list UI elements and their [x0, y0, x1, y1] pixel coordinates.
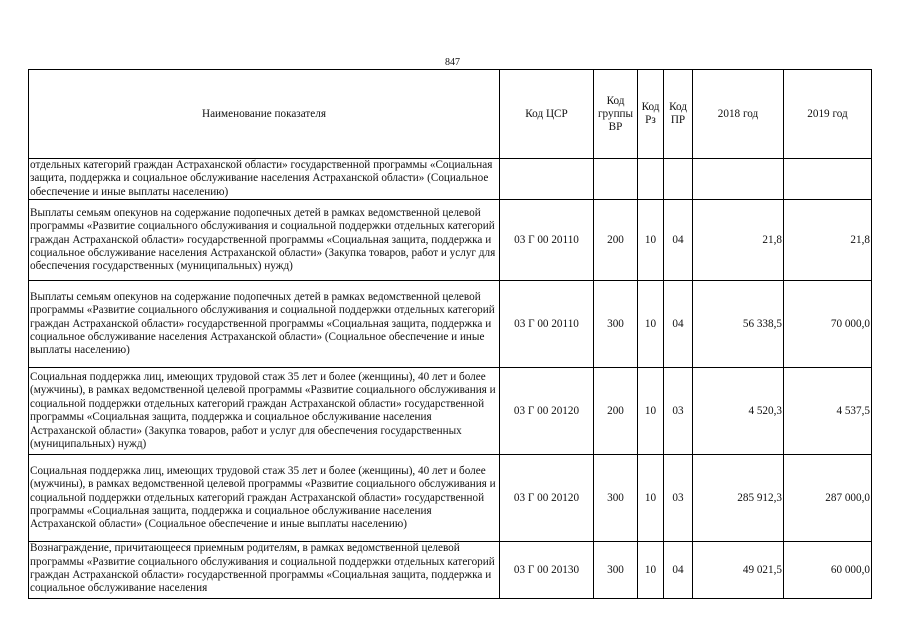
row-csr: 03 Г 00 20110 — [500, 200, 594, 281]
row-pr: 03 — [664, 455, 693, 542]
row-csr: 03 Г 00 20120 — [500, 455, 594, 542]
row-rz: 10 — [638, 455, 664, 542]
row-rz: 10 — [638, 368, 664, 455]
row-name: Выплаты семьям опекунов на содержание подопечных детей в рамках ведомственной целевой программы «Развитие социального обслуживания и социальной поддержки отдельных категорий граждан Астраханской области» государственной программы «Социальная защита, поддержка и социальное обслуживание населения Астраханской области» (Закупка товаров, работ и услуг для обеспечения государственных (муниципальных) нужд) — [29, 200, 500, 281]
row-2019: 4 537,5 — [784, 368, 872, 455]
row-name: Выплаты семьям опекунов на содержание подопечных детей в рамках ведомственной целевой программы «Развитие социального обслуживания и социальной поддержки отдельных категорий граждан Астраханской области» государственной программы «Социальная защита, поддержка и социальное обслуживание населения Астраханской области» (Социальное обеспечение и иные выплаты населению) — [29, 281, 500, 368]
row-vr: 300 — [594, 455, 638, 542]
row-pr: 04 — [664, 200, 693, 281]
row-2019: 60 000,0 — [784, 542, 872, 599]
row-2018: 49 021,5 — [693, 542, 784, 599]
table-row — [29, 281, 872, 368]
row-csr — [500, 159, 594, 200]
header-2018: 2018 год — [693, 70, 784, 159]
row-2018 — [693, 159, 784, 200]
row-2018: 56 338,5 — [693, 281, 784, 368]
row-2018: 285 912,3 — [693, 455, 784, 542]
table-row — [29, 455, 872, 542]
row-vr: 300 — [594, 281, 638, 368]
row-csr: 03 Г 00 20130 — [500, 542, 594, 599]
row-vr: 200 — [594, 368, 638, 455]
table-row — [29, 368, 872, 455]
header-vr: Код группы ВР — [594, 70, 638, 159]
row-rz: 10 — [638, 542, 664, 599]
row-csr: 03 Г 00 20110 — [500, 281, 594, 368]
row-2019 — [784, 159, 872, 200]
row-name: Социальная поддержка лиц, имеющих трудовой стаж 35 лет и более (женщины), 40 лет и более (мужчины), в рамках ведомственной целевой программы «Развитие социального обслуживания и социальной поддержки отдельных категорий граждан Астраханской области» государственной программы «Социальная защита, поддержка и социальное обслуживание населения Астраханской области» (Закупка товаров, работ и услуг для обеспечения государственных (муниципальных) нужд) — [29, 368, 500, 455]
row-pr: 03 — [664, 368, 693, 455]
row-2018: 21,8 — [693, 200, 784, 281]
row-vr: 300 — [594, 542, 638, 599]
header-csr: Код ЦСР — [500, 70, 594, 159]
row-vr — [594, 159, 638, 200]
header-2019: 2019 год — [784, 70, 872, 159]
row-csr: 03 Г 00 20120 — [500, 368, 594, 455]
row-rz: 10 — [638, 200, 664, 281]
header-rz: Код Рз — [638, 70, 664, 159]
row-pr: 04 — [664, 542, 693, 599]
row-name: Социальная поддержка лиц, имеющих трудовой стаж 35 лет и более (женщины), 40 лет и более (мужчины), в рамках ведомственной целевой программы «Развитие социального обслуживания и социальной поддержки отдельных категорий граждан Астраханской области» государственной программы «Социальная защита, поддержка и социальное обслуживание населения Астраханской области» (Социальное обеспечение и иные выплаты населению) — [29, 455, 500, 542]
row-name: отдельных категорий граждан Астраханской области» государственной программы «Социальная защита, поддержка и социальное обслуживание населения Астраханской области» (Социальное обеспечение и иные выплаты населению) — [29, 159, 500, 200]
row-name: Вознаграждение, причитающееся приемным родителям, в рамках ведомственной целевой программы «Развитие социального обслуживания и социальной поддержки отдельных категорий граждан Астраханской области» государственной программы «Социальная защита, поддержка и социальное обслуживание населения — [29, 542, 500, 599]
table-header-row — [29, 70, 872, 159]
row-2018: 4 520,3 — [693, 368, 784, 455]
row-pr: 04 — [664, 281, 693, 368]
header-pr: Код ПР — [664, 70, 693, 159]
row-2019: 70 000,0 — [784, 281, 872, 368]
table-row — [29, 542, 872, 599]
row-2019: 287 000,0 — [784, 455, 872, 542]
table-row — [29, 200, 872, 281]
header-name: Наименование показателя — [29, 70, 500, 159]
row-2019: 21,8 — [784, 200, 872, 281]
row-rz: 10 — [638, 281, 664, 368]
row-rz — [638, 159, 664, 200]
row-vr: 200 — [594, 200, 638, 281]
page-number: 847 — [445, 57, 460, 68]
row-pr — [664, 159, 693, 200]
budget-table — [28, 69, 872, 599]
table-row — [29, 159, 872, 200]
